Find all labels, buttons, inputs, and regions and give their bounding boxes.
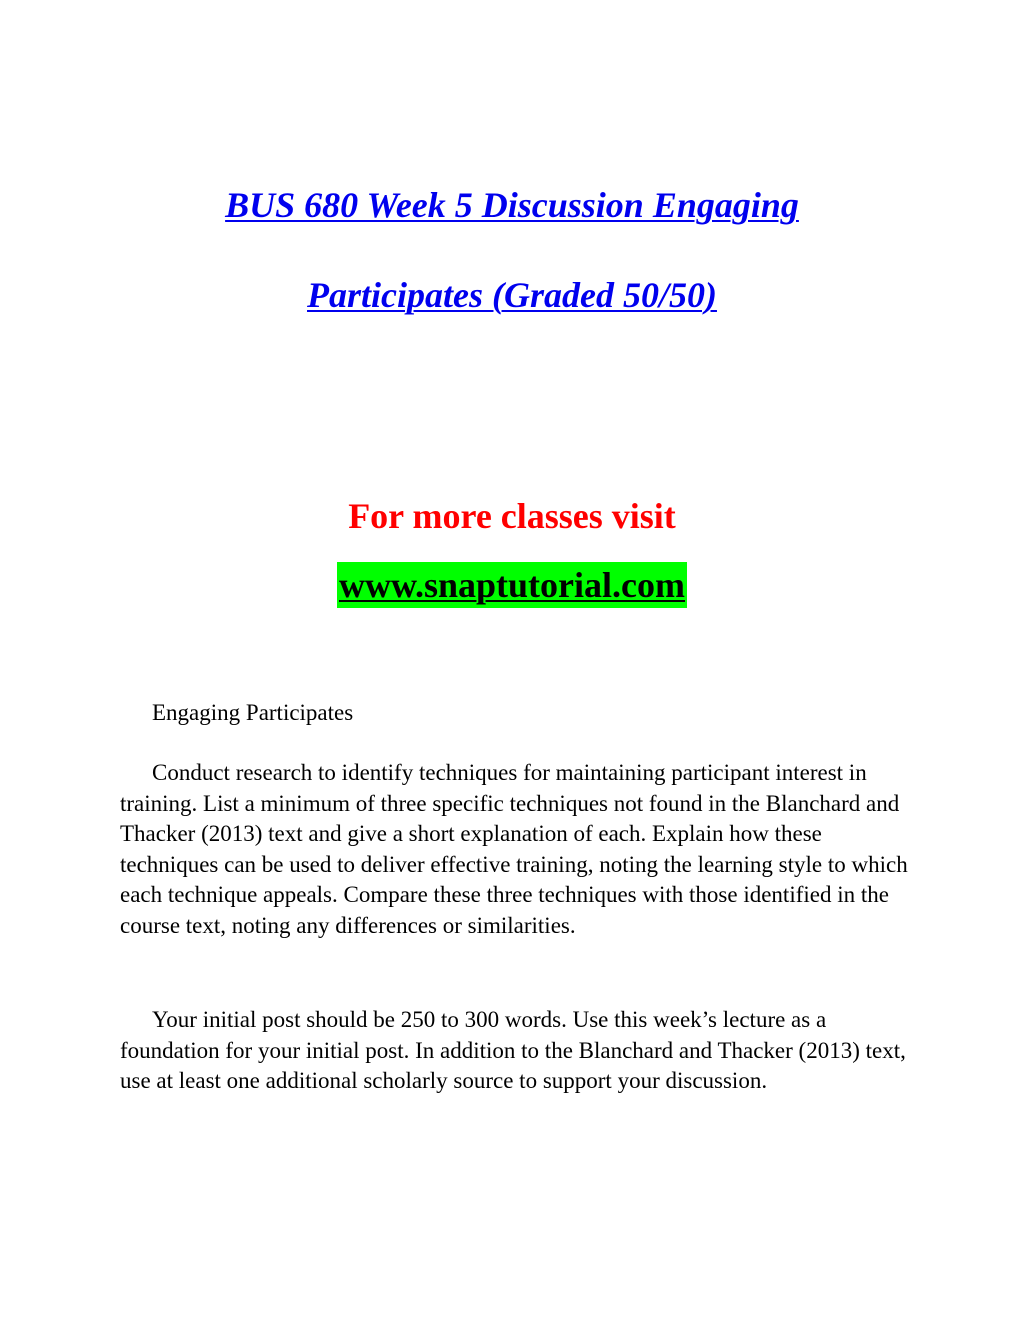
section-heading: Engaging Participates: [152, 700, 354, 725]
promo-link-container: [0, 562, 1024, 608]
title-line-1: [0, 183, 1024, 227]
title-link-line-1[interactable]: BUS 680 Week 5 Discussion Engaging: [225, 185, 799, 225]
promo-link[interactable]: www.snaptutorial.com: [337, 562, 687, 608]
paragraph-1: Conduct research to identify techniques for maintaining participant interest in training. List a minimum of three specific techniques not found in the Blanchard and Thacker (2013) text and give a short explanation of each. Explain how these techniques can be used to deliver effective training, noting the learning style to which each technique appeals. Compare these three techniques with those identified in the course text, noting any differences or similarities.: [120, 760, 908, 938]
promo-text: For more classes visit: [348, 496, 676, 536]
paragraph-2: Your initial post should be 250 to 300 words. Use this week’s lecture as a foundation for your initial post. In addition to the Blanchard and Thacker (2013) text, use at least one additional scholarly source to support your discussion.: [120, 1007, 906, 1094]
title-line-2: [0, 273, 1024, 317]
title-link-line-2[interactable]: Participates (Graded 50/50): [307, 275, 717, 315]
